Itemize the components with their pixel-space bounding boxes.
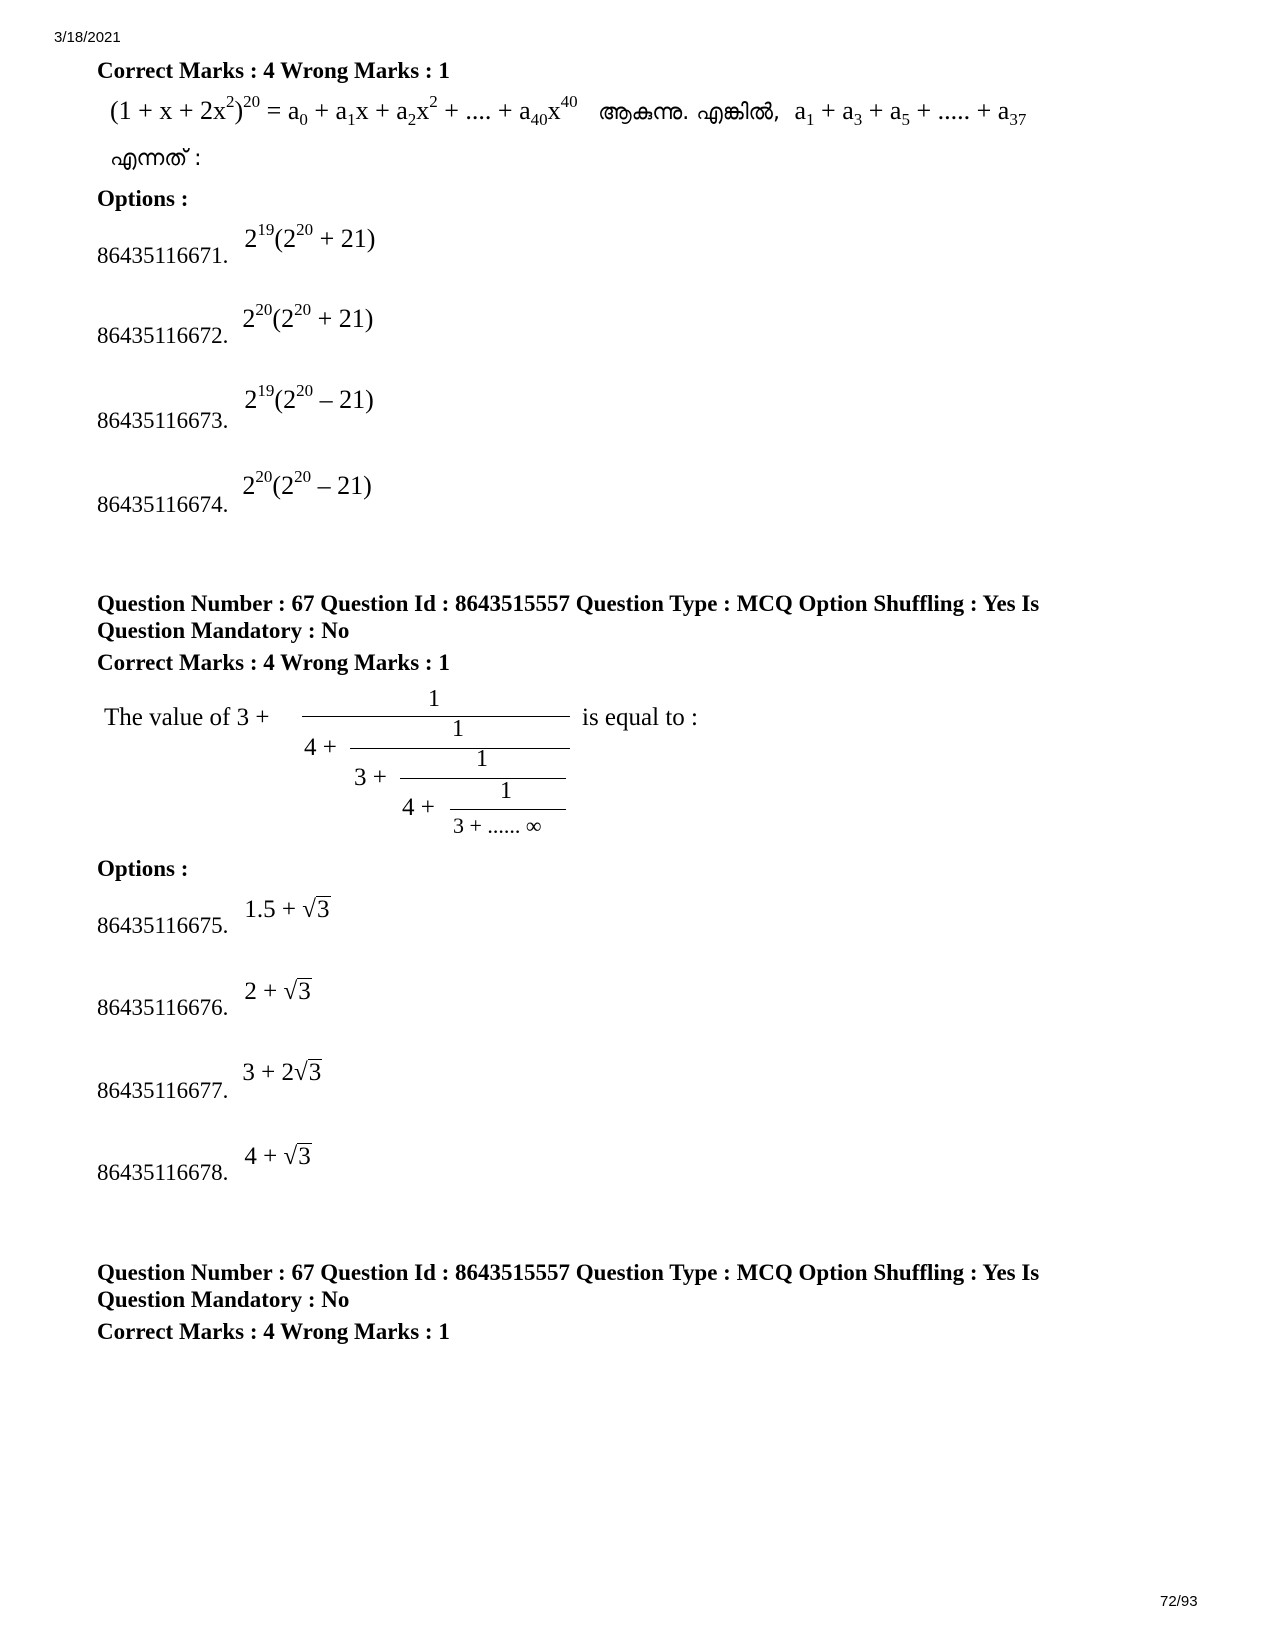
option-id: 86435116678.	[97, 1160, 229, 1185]
question-header: Question Number : 67 Question Id : 8643515557 Question Type : MCQ Option Shuffling : Yes Is	[97, 591, 1040, 616]
option-id: 86435116677.	[97, 1078, 229, 1103]
option-id: 86435116673.	[97, 408, 229, 433]
option-row	[97, 978, 312, 1020]
malayalam-text: ആകുന്നു. എങ്കിൽ,	[598, 100, 780, 125]
option-row	[97, 1059, 322, 1103]
option-math: 3 + 2√3	[242, 1059, 322, 1086]
option-math: 1.5 + √3	[244, 896, 330, 923]
page-number: 72/93	[1160, 1593, 1198, 1610]
fraction-bar	[350, 748, 570, 749]
options-label: Options :	[97, 186, 189, 211]
option-math: 2 + √3	[244, 978, 311, 1005]
marks-line: Correct Marks : 4 Wrong Marks : 1	[97, 1319, 450, 1344]
option-id: 86435116672.	[97, 323, 229, 348]
option-math: $2^{20}(2^{20} - 21)$	[242, 467, 372, 500]
option-row	[97, 896, 331, 938]
option-math: 4 + √3	[244, 1143, 311, 1170]
option-id: 86435116674.	[97, 492, 229, 517]
question-header-2: Question Mandatory : No	[97, 618, 350, 643]
option-math: $2^{19}(2^{20} - 21)$	[244, 381, 374, 414]
option-id: 86435116671.	[97, 243, 229, 268]
marks-line: Correct Marks : 4 Wrong Marks : 1	[97, 650, 450, 675]
option-id: 86435116675.	[97, 913, 229, 938]
option-row	[97, 300, 374, 348]
fraction-prefix: The value of 3 +	[104, 704, 270, 731]
option-row	[97, 381, 374, 433]
option-row	[97, 1143, 312, 1185]
option-row	[97, 220, 376, 268]
option-math: $2^{20}(2^{20} + 21)$	[242, 300, 374, 333]
option-row	[97, 467, 372, 517]
option-id: 86435116676.	[97, 995, 229, 1020]
fraction-bar	[400, 778, 566, 779]
malayalam-text-2: എന്നത് :	[110, 146, 202, 171]
fraction-bar	[302, 716, 570, 717]
question-header: Question Number : 67 Question Id : 8643515557 Question Type : MCQ Option Shuffling : Yes Is	[97, 1260, 1040, 1285]
print-date: 3/18/2021	[54, 29, 121, 46]
question-expansion: $(1 + x + 2x^2)^{20} = a_0 + a_1x + a_2x^2$ + .... + $a_{40}x^{40}$ ആകുന്നു. എങ്കിൽ, $a_1 + a_3 + a_5$ + ..... + $a_{37}$	[110, 92, 1027, 129]
marks-line: Correct Marks : 4 Wrong Marks : 1	[97, 58, 450, 83]
options-label: Options :	[97, 856, 189, 881]
option-math: $2^{19}(2^{20} + 21)$	[244, 220, 376, 253]
fraction-bar	[450, 809, 566, 810]
fraction-suffix: is equal to :	[582, 704, 698, 731]
question-header-2: Question Mandatory : No	[97, 1287, 350, 1312]
